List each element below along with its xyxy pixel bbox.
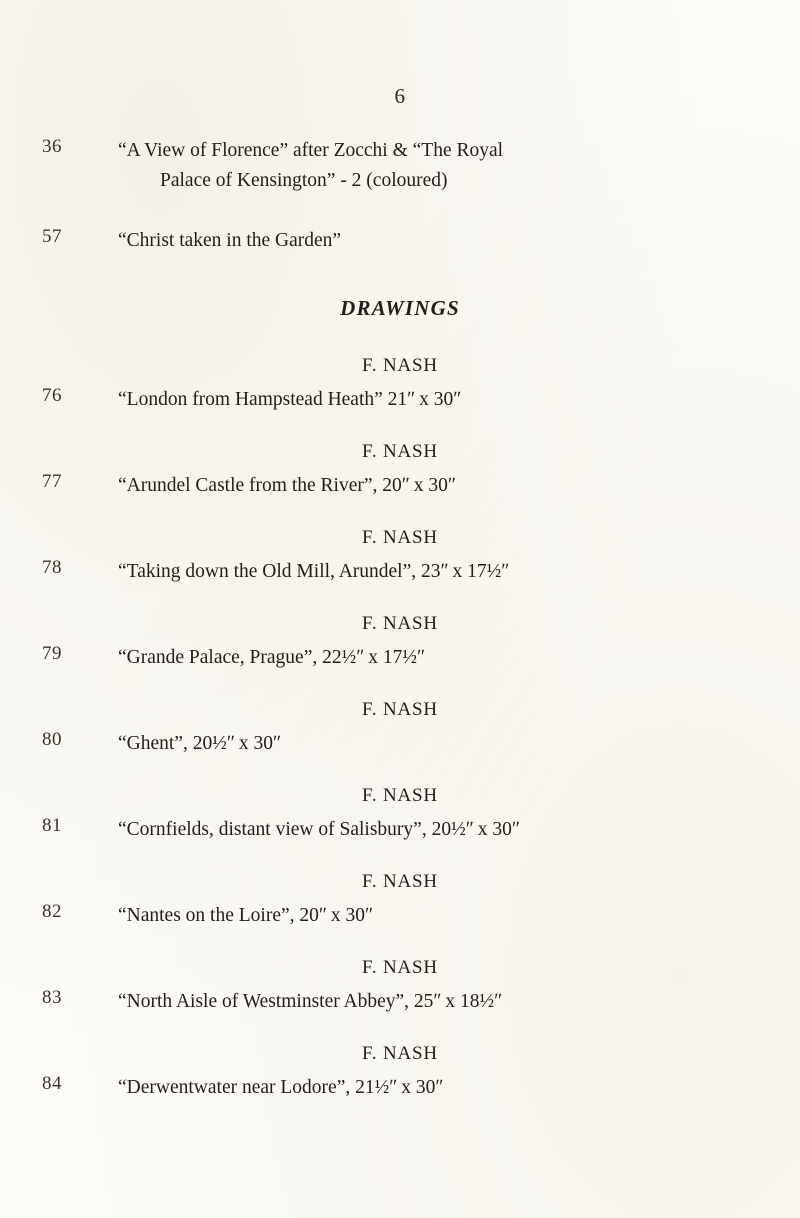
entry-text: “Nantes on the Loire”, 20ʺ x 30ʺ <box>118 905 373 926</box>
entry-text <box>118 226 744 256</box>
entry-number: 81 <box>42 815 62 836</box>
catalogue-entry <box>0 471 800 501</box>
artist-name: F. NASH <box>362 871 438 892</box>
catalogue-entry <box>0 815 800 845</box>
catalogue-entry <box>0 136 800 196</box>
entry-text: “Ghent”, 20½ʺ x 30ʺ <box>118 733 281 754</box>
entry-text: “Derwentwater near Lodore”, 21½ʺ x 30ʺ <box>118 1077 443 1098</box>
entry-number: 76 <box>42 385 62 406</box>
section-heading: DRAWINGS <box>340 296 460 320</box>
page-content <box>0 136 800 1103</box>
entry-number: 57 <box>42 226 62 247</box>
artist-name: F. NASH <box>362 613 438 634</box>
entry-line-2: Palace of Kensington” - 2 (coloured) <box>160 170 448 191</box>
catalogue-entry <box>0 1073 800 1103</box>
catalogue-entry <box>0 987 800 1017</box>
artist-name: F. NASH <box>362 785 438 806</box>
entry-number: 84 <box>42 1073 62 1094</box>
entry-number: 77 <box>42 471 62 492</box>
artist-name: F. NASH <box>362 355 438 376</box>
entry-text: “Taking down the Old Mill, Arundel”, 23ʺ x 17½ʺ <box>118 561 509 582</box>
catalogue-entry <box>0 385 800 415</box>
catalogue-entry <box>0 557 800 587</box>
entry-text: “Arundel Castle from the River”, 20ʺ x 30ʺ <box>118 475 455 496</box>
artist-name: F. NASH <box>362 527 438 548</box>
artist-name: F. NASH <box>362 699 438 720</box>
entry-number: 80 <box>42 729 62 750</box>
entry-line-1: “A View of Florence” after Zocchi & “The Royal <box>118 140 504 161</box>
entry-text: “Cornfields, distant view of Salisbury”, 20½ʺ x 30ʺ <box>118 819 519 840</box>
entry-number: 36 <box>42 136 62 157</box>
artist-name: F. NASH <box>362 957 438 978</box>
catalogue-entry <box>0 226 800 256</box>
artist-name: F. NASH <box>362 1043 438 1064</box>
catalogue-entry <box>0 643 800 673</box>
entry-number: 82 <box>42 901 62 922</box>
entry-text <box>118 136 744 196</box>
entry-text: “London from Hampstead Heath” 21ʺ x 30ʺ <box>118 389 461 410</box>
entry-number: 83 <box>42 987 62 1008</box>
entry-text: “Grande Palace, Prague”, 22½ʺ x 17½ʺ <box>118 647 425 668</box>
catalogue-entry <box>0 729 800 759</box>
entry-text: “North Aisle of Westminster Abbey”, 25ʺ x 18½ʺ <box>118 991 502 1012</box>
entry-line-1: “Christ taken in the Garden” <box>118 230 342 251</box>
entry-number: 79 <box>42 643 62 664</box>
artist-name: F. NASH <box>362 441 438 462</box>
catalogue-entry <box>0 901 800 931</box>
page-number: 6 <box>394 84 406 108</box>
entry-number: 78 <box>42 557 62 578</box>
